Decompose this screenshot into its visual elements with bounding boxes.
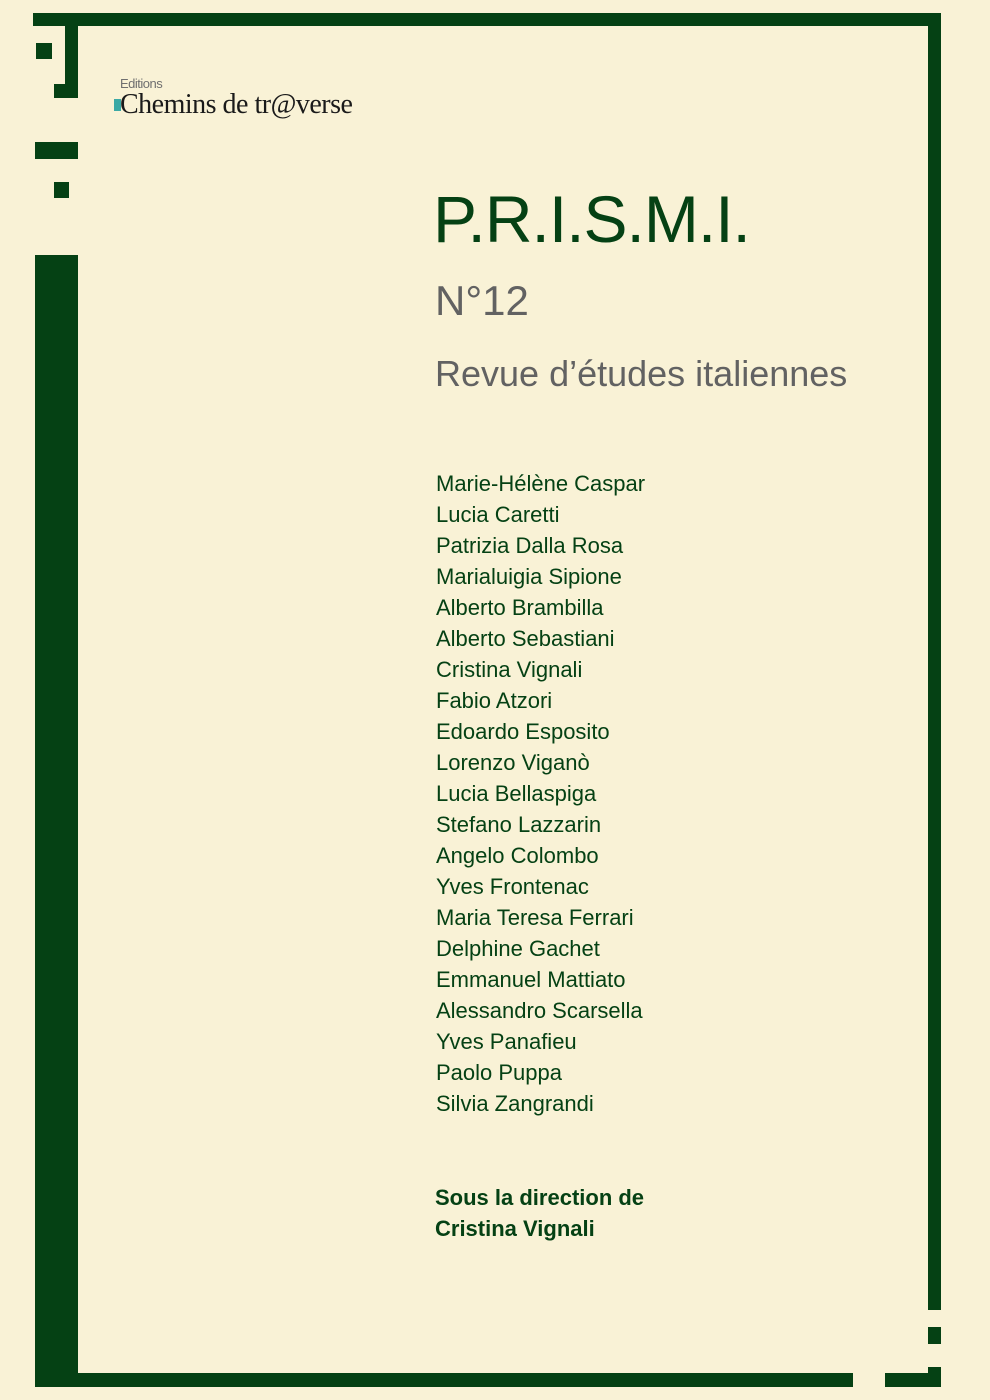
author-name: Alessandro Scarsella xyxy=(436,998,643,1023)
frame-right-bar xyxy=(928,13,941,1310)
author-name: Patrizia Dalla Rosa xyxy=(436,533,624,558)
frame-bottom-bar xyxy=(35,1373,853,1387)
author-name: Paolo Puppa xyxy=(436,1060,562,1085)
journal-title: P.R.I.S.M.I. xyxy=(433,182,750,256)
author-name: Delphine Gachet xyxy=(436,936,600,961)
frame-square-1 xyxy=(36,43,52,59)
direction-label: Sous la direction de xyxy=(435,1185,645,1210)
author-name: Marialuigia Sipione xyxy=(436,564,622,589)
publisher-name: Chemins de tr@verse xyxy=(120,89,353,120)
publisher-small-label: Editions xyxy=(120,76,163,91)
author-name: Alberto Sebastiani xyxy=(436,626,615,651)
frame-top-bar xyxy=(33,13,941,26)
author-name: Yves Frontenac xyxy=(436,874,589,899)
author-name: Silvia Zangrandi xyxy=(436,1091,594,1116)
author-name: Yves Panafieu xyxy=(436,1029,577,1054)
frame-square-3 xyxy=(54,182,69,198)
direction-editor: Cristina Vignali xyxy=(435,1216,595,1241)
author-name: Edoardo Esposito xyxy=(436,719,610,744)
author-name: Lucia Caretti xyxy=(436,502,560,527)
frame-square-2 xyxy=(35,142,78,159)
frame-right-bottom-corner-h xyxy=(885,1373,941,1387)
author-name: Emmanuel Mattiato xyxy=(436,967,626,992)
frame-left-top-notch xyxy=(54,84,78,98)
author-name: Cristina Vignali xyxy=(436,657,583,682)
author-name: Lorenzo Viganò xyxy=(436,750,590,775)
author-name: Angelo Colombo xyxy=(436,843,599,868)
author-name: Lucia Bellaspiga xyxy=(436,781,597,806)
author-name: Maria Teresa Ferrari xyxy=(436,905,634,930)
author-list xyxy=(436,468,645,1119)
author-name: Fabio Atzori xyxy=(436,688,553,713)
author-name: Alberto Brambilla xyxy=(436,595,604,620)
journal-subtitle: Revue d’études italiennes xyxy=(435,353,848,394)
publisher-logo xyxy=(114,74,374,124)
author-name: Marie-Hélène Caspar xyxy=(436,471,646,496)
frame-left-bar xyxy=(35,255,78,1387)
editorial-direction xyxy=(435,1182,644,1244)
issue-number: N°12 xyxy=(435,277,529,324)
frame-right-bottom-square xyxy=(928,1327,941,1344)
author-name: Stefano Lazzarin xyxy=(436,812,602,837)
